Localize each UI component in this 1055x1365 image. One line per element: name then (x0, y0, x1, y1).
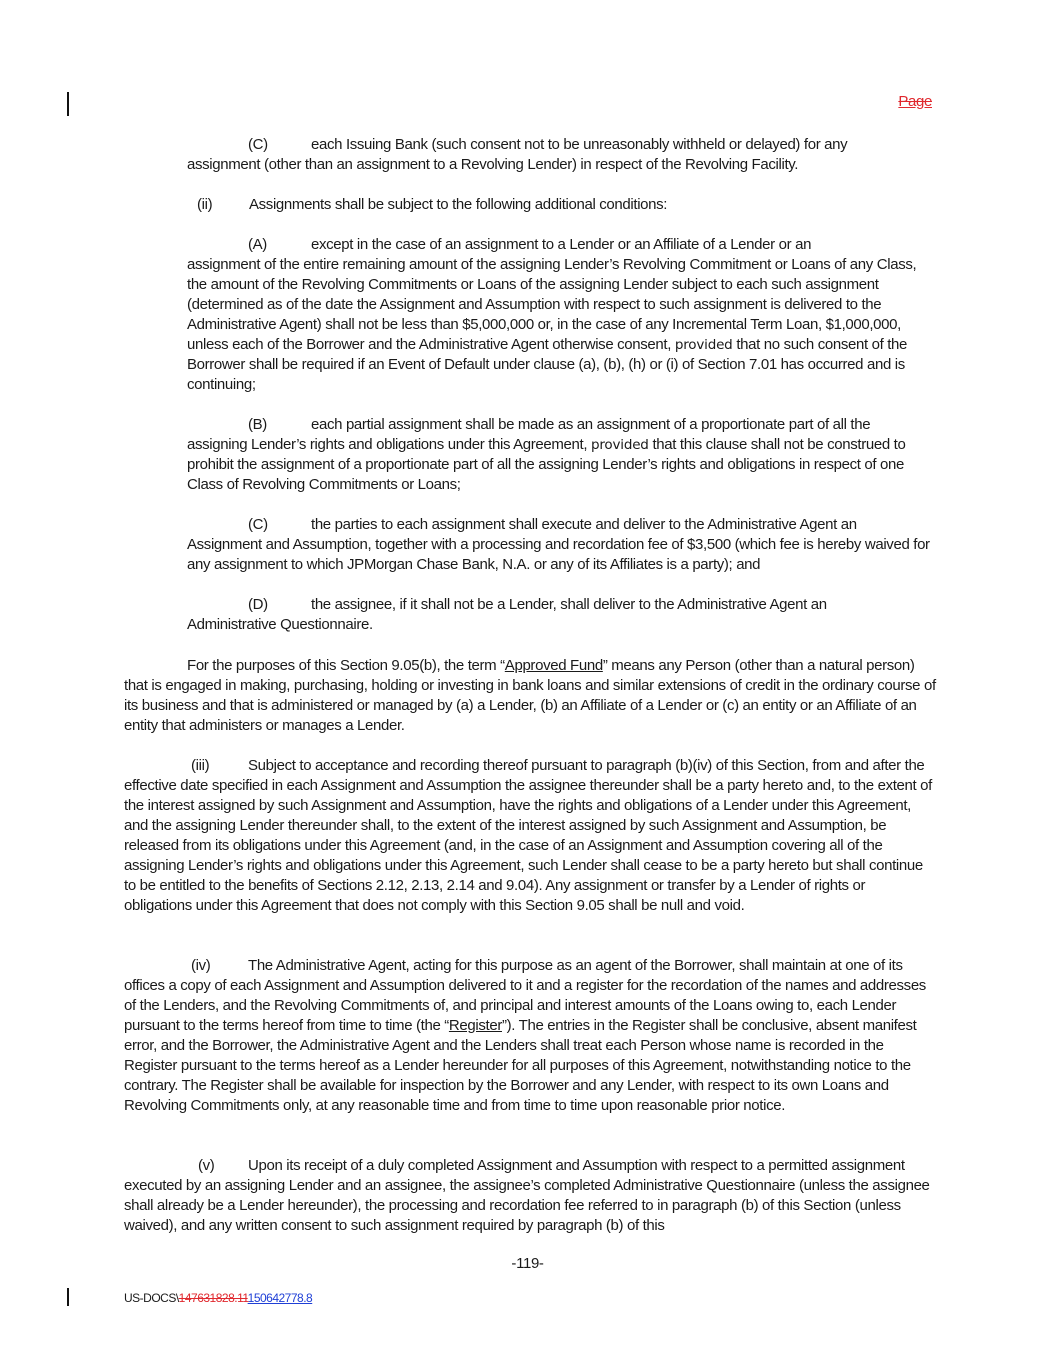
paragraph-a (187, 235, 932, 395)
paragraph-ii (187, 195, 932, 215)
paragraph-iii (124, 756, 936, 916)
clause-text-first: each partial assignment shall be made as an assignment of a proportionate part of all the (311, 416, 871, 433)
change-bar-bottom (67, 1288, 69, 1306)
paragraph-v (124, 1156, 936, 1236)
text-after: ”). The entries in the Register shall be conclusive, absent manifest error, and the Borrower, the Administrative Agent and the Lenders shall treat each Person whose name is recorded in the Register pursuant to the terms hereof as a Lender hereunder for all purposes of this Agreement, notwithstanding notice to the contrary. The Register shall be available for inspection by the Borrower and any Lender, with respect to its own Loans and Revolving Commitments only, at any reasonable time and from time to time upon reasonable prior notice. (124, 1017, 917, 1114)
defined-term-approved-fund: Approved Fund (504, 657, 603, 674)
paragraph-c (187, 515, 932, 575)
clause-label: (C) (248, 516, 268, 533)
clause-label: (v) (198, 1157, 215, 1174)
clause-text-rest: Assignment and Assumption, together with a processing and recordation fee of $3,500 (which fee is hereby waived for any assignment to which JPMorgan Chase Bank, N.A. or any of its Affiliates is a party); and (187, 536, 930, 573)
text-after: ” means any Person (other than a natural person) that is engaged in making, purchasing, holding or investing in bank loans and similar extensions of credit in the ordinary course of its business and that is administered or managed by (a) a Lender, (b) an Affiliate of a Lender or (c) an entity or an Affiliate of an entity that administers or manages a Lender. (124, 657, 936, 734)
paragraph-d (187, 595, 932, 635)
clause-label: (iv) (191, 957, 211, 974)
clause-text-rest-2: that this clause shall not be construed to prohibit the assignment of a proportionate part of all the assigning Lender’s rights and obligations in respect of one Class of Revolving Commitments or Loans; (187, 436, 906, 493)
clause-label: (D) (248, 596, 268, 613)
document-id (124, 1291, 312, 1305)
page-marker-deleted: Page (898, 93, 932, 110)
clause-text-first: each Issuing Bank (such consent not to be unreasonably withheld or delayed) for any (311, 136, 848, 153)
clause-text-rest: assigning Lender’s rights and obligations under this Agreement, (187, 436, 591, 453)
provided-term: provided (674, 337, 733, 353)
clause-text: Subject to acceptance and recording thereof pursuant to paragraph (b)(iv) of this Section, from and after the effective date specified in each Assignment and Assumption the assignee thereunder shall be a party hereto and, to the extent of the interest assigned by such Assignment and Assumption, have the rights and obligations of a Lender under this Agreement, and the assigning Lender thereunder shall, to the extent of the interest assigned by such Assignment and Assumption, be released from its obligations under this Agreement (and, in the case of an Assignment and Assumption covering all of the assigning Lender’s rights and obligations under this Agreement, such Lender shall cease to be a party hereto but shall continue to be entitled to the benefits of Sections 2.12, 2.13, 2.14 and 9.04). Any assignment or transfer by a Lender of rights or obligations under this Agreement that does not comply with this Section 9.05 shall be null and void. (124, 757, 932, 914)
clause-text-rest: Administrative Questionnaire. (187, 616, 373, 633)
clause-label: (A) (248, 236, 267, 253)
provided-term: provided (591, 437, 649, 453)
clause-label: (C) (248, 136, 268, 153)
clause-text-rest: assignment (other than an assignment to a Revolving Lender) in respect of the Revolving Facility. (187, 156, 799, 173)
paragraph-b (187, 415, 932, 495)
paragraph-approved-fund (124, 656, 936, 736)
change-bar-top (67, 92, 69, 116)
paragraph-iv (124, 956, 936, 1116)
doc-prefix: US-DOCS\ (124, 1291, 179, 1305)
doc-id-deleted: 147631828.11 (178, 1291, 248, 1305)
paragraph-c-issuing-bank (187, 135, 932, 175)
clause-label: (iii) (191, 757, 210, 774)
page-number: -119- (511, 1255, 544, 1272)
clause-label: (ii) (197, 196, 213, 213)
defined-term-register: Register (448, 1017, 502, 1034)
clause-label: (B) (248, 416, 267, 433)
doc-id-inserted: 150642778.8 (247, 1291, 313, 1305)
text-before: For the purposes of this Section 9.05(b), the term “ (187, 657, 505, 674)
clause-text-rest-2: that no such consent of the Borrower shall be required if an Event of Default under clause (a), (b), (h) or (i) of Section 7.01 has occurred and is continuing; (187, 336, 908, 393)
text-before: The Administrative Agent, acting for this purpose as an agent of the Borrower, shall maintain at one of its offices a copy of each Assignment and Assumption delivered to it and a register for the recordation of the names and addresses of the Lenders, and the Revolving Commitments of, and principal and interest amounts of the Loans owing to, each Lender pursuant to the terms hereof from time to time (the “ (124, 957, 926, 1034)
clause-text-first: the assignee, if it shall not be a Lender, shall deliver to the Administrative Agent an (311, 596, 827, 613)
clause-text: Upon its receipt of a duly completed Assignment and Assumption with respect to a permitted assignment executed by an assigning Lender and an assignee, the assignee’s completed Administrative Questionnaire (unless the assignee shall already be a Lender hereunder), the processing and recordation fee referred to in paragraph (b) of this Section (unless waived), and any written consent to such assignment required by paragraph (b) of this (124, 1157, 930, 1234)
clause-text: Assignments shall be subject to the following additional conditions: (249, 196, 668, 213)
clause-text-first: the parties to each assignment shall execute and deliver to the Administrative Agent an (311, 516, 857, 533)
clause-text-rest: assignment of the entire remaining amount of the assigning Lender’s Revolving Commitment or Loans of any Class, the amount of the Revolving Commitments or Loans of the assigning Lender subject to each such assignment (determined as of the date the Assignment and Assumption with respect to such assignment is delivered to the Administrative Agent) shall not be less than $5,000,000 or, in the case of any Incremental Term Loan, $1,000,000, unless each of the Borrower and the Administrative Agent otherwise consent, (187, 256, 917, 353)
clause-text-first: except in the case of an assignment to a Lender or an Affiliate of a Lender or an (311, 236, 812, 253)
